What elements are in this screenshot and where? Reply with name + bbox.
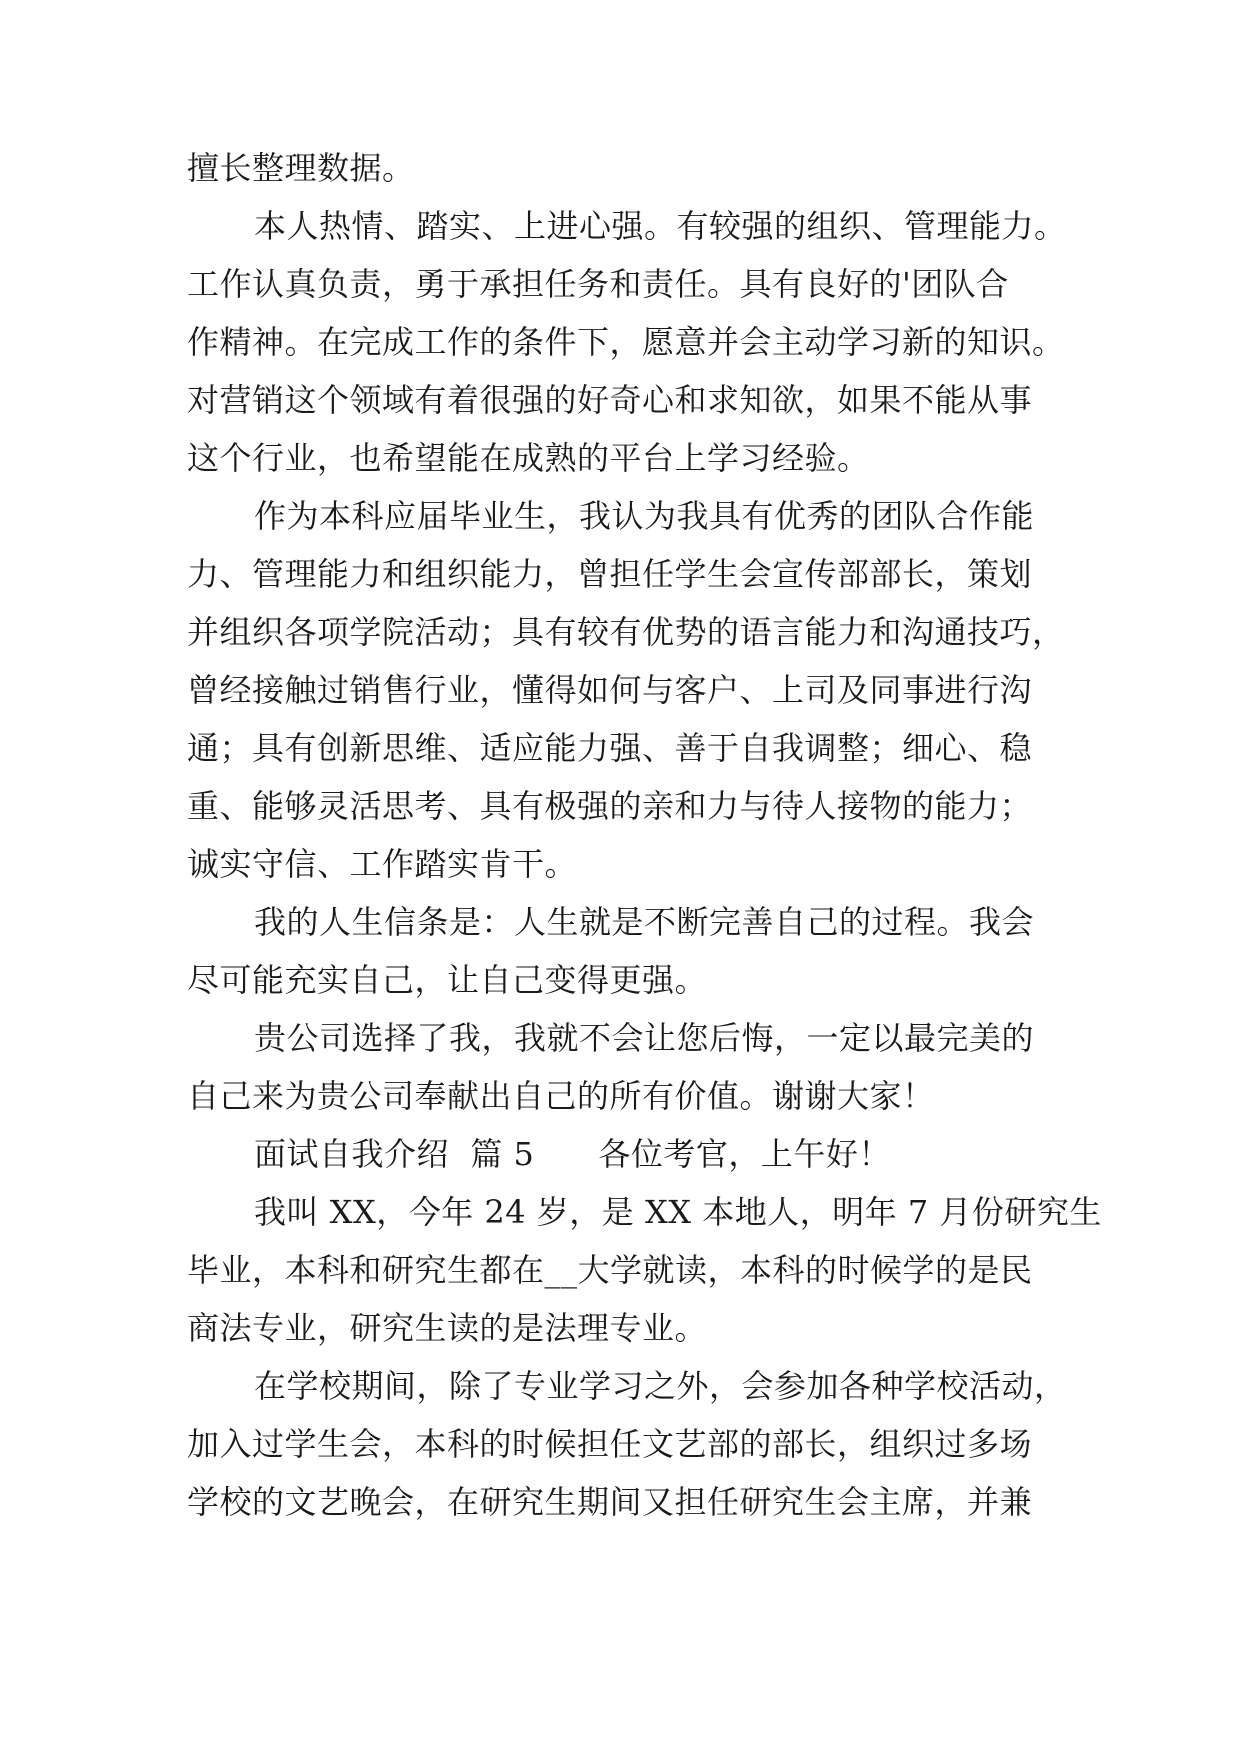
text-line-4: 作精神。在完成工作的条件下，愿意并会主动学习新的知识。 bbox=[187, 323, 1065, 361]
text-line-11: 通；具有创新思维、适应能力强、善于自我调整；细心、稳 bbox=[187, 729, 1033, 767]
text-line-22: 在学校期间，除了专业学习之外，会参加各种学校活动， bbox=[254, 1367, 1067, 1405]
text-line-24: 学校的文艺晚会，在研究生期间又担任研究生会主席，并兼 bbox=[187, 1483, 1033, 1521]
text-line-3: 工作认真负责，勇于承担任务和责任。具有良好的'团队合 bbox=[187, 265, 1009, 303]
text-line-1: 擅长整理数据。 bbox=[187, 149, 415, 187]
text-line-7: 作为本科应届毕业生，我认为我具有优秀的团队合作能 bbox=[254, 497, 1035, 535]
text-line-14: 我的人生信条是：人生就是不断完善自己的过程。我会 bbox=[254, 903, 1035, 941]
text-line-15: 尽可能充实自己，让自己变得更强。 bbox=[187, 961, 708, 999]
text-line-16: 贵公司选择了我，我就不会让您后悔，一定以最完美的 bbox=[254, 1019, 1035, 1057]
text-line-13: 诚实守信、工作踏实肯干。 bbox=[187, 845, 578, 883]
text-line-10: 曾经接触过销售行业，懂得如何与客户、上司及同事进行沟 bbox=[187, 671, 1033, 709]
text-line-17: 自己来为贵公司奉献出自己的所有价值。谢谢大家！ bbox=[187, 1077, 935, 1115]
text-line-9: 并组织各项学院活动；具有较有优势的语言能力和沟通技巧， bbox=[187, 613, 1065, 651]
text-line-23: 加入过学生会，本科的时候担任文艺部的部长，组织过多场 bbox=[187, 1425, 1033, 1463]
section-heading: 面试自我介绍 篇 5 各位考官，上午好！ bbox=[254, 1135, 891, 1173]
text-line-2: 本人热情、踏实、上进心强。有较强的组织、管理能力。 bbox=[254, 207, 1067, 245]
text-line-19: 我叫 XX，今年 24 岁，是 XX 本地人，明年 7 月份研究生 bbox=[254, 1193, 1102, 1231]
text-line-20: 毕业，本科和研究生都在__大学就读，本科的时候学的是民 bbox=[187, 1251, 1033, 1289]
text-line-8: 力、管理能力和组织能力，曾担任学生会宣传部部长，策划 bbox=[187, 555, 1033, 593]
text-line-5: 对营销这个领域有着很强的好奇心和求知欲，如果不能从事 bbox=[187, 381, 1033, 419]
text-line-6: 这个行业，也希望能在成熟的平台上学习经验。 bbox=[187, 439, 870, 477]
text-line-21: 商法专业，研究生读的是法理专业。 bbox=[187, 1309, 708, 1347]
text-line-12: 重、能够灵活思考、具有极强的亲和力与待人接物的能力； bbox=[187, 787, 1033, 825]
